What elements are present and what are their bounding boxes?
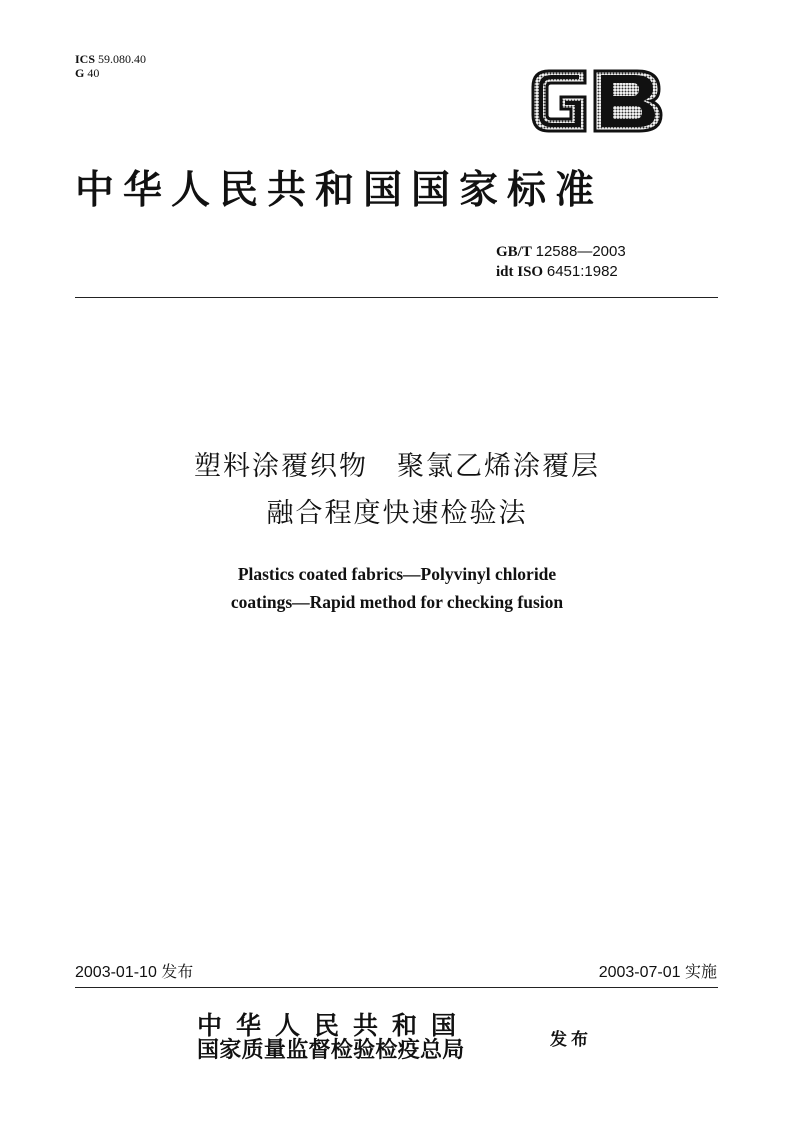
footer-divider: [75, 987, 718, 988]
en-title-line1: Plastics coated fabrics—Polyvinyl chloride: [237, 564, 557, 584]
publisher-line2: 国家质量监督检验检疫总局: [197, 1037, 465, 1063]
implement-date: 2003-07-01 实施: [598, 964, 717, 981]
ccs-label: G: [75, 66, 85, 80]
header-divider: [75, 297, 718, 298]
publish-date: 2003-01-10 发布: [75, 964, 194, 981]
national-standard-title: 中华人民共和国国家标准: [75, 167, 604, 213]
gb-number-line: [496, 242, 716, 262]
standard-number: [496, 242, 716, 282]
ics-line: [75, 52, 146, 66]
gb-logo-mark: [525, 63, 667, 139]
gb-label: GB/T: [496, 244, 532, 260]
ics-value: 59.080.40: [98, 52, 147, 66]
ccs-line: [75, 66, 146, 80]
cn-title-line1: 塑料涂覆织物 聚氯乙烯涂覆层: [194, 451, 600, 482]
publisher-line1: 中华人民共和国: [197, 1011, 471, 1040]
ccs-value: 40: [87, 66, 100, 80]
en-title-line2: coatings—Rapid method for checking fusion: [230, 592, 564, 612]
ics-classification: [75, 52, 146, 80]
ics-label: ICS: [75, 52, 96, 66]
gb-number: 12588—2003: [535, 243, 626, 260]
cn-title-line2: 融合程度快速检验法: [266, 498, 528, 529]
idt-number: 6451:1982: [546, 263, 618, 280]
idt-label: idt ISO: [496, 264, 544, 280]
issue-label: 发布: [550, 1030, 592, 1050]
gb-logo: [525, 63, 667, 139]
idt-line: [496, 262, 716, 282]
